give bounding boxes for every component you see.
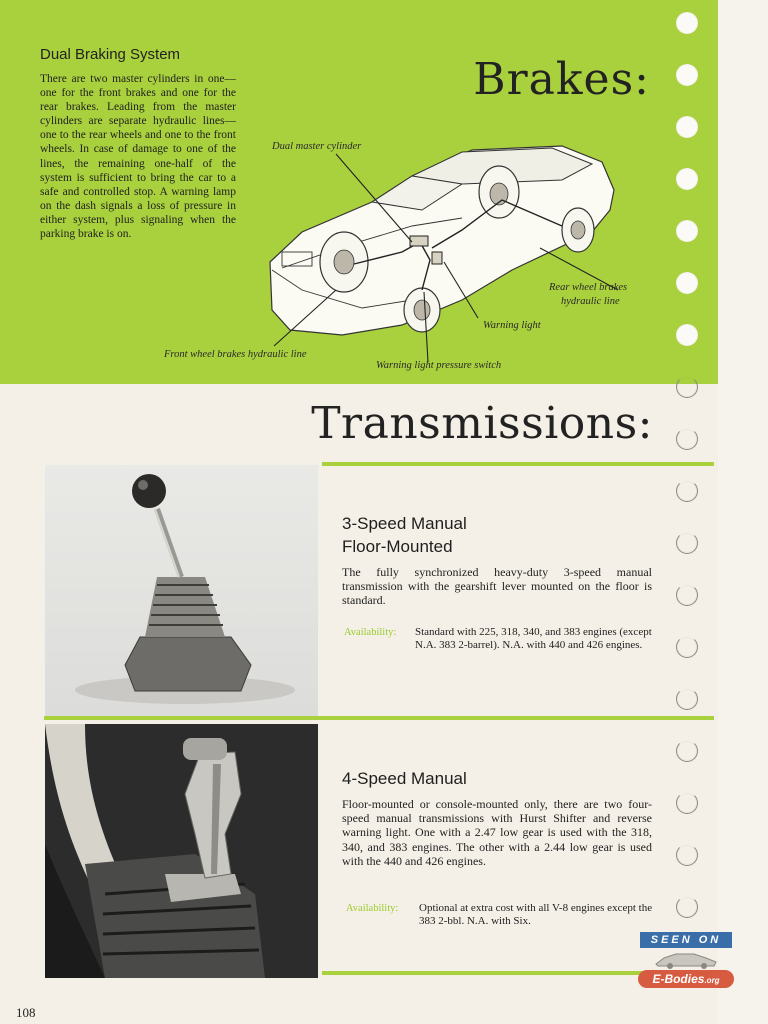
- brakes-title: Brakes:: [473, 54, 650, 105]
- callout-pressure-switch: Warning light pressure switch: [376, 360, 502, 371]
- binder-hole: [676, 792, 698, 814]
- callout-dual-master-cylinder: Dual master cylinder: [272, 141, 362, 152]
- dual-braking-text: There are two master cylinders in one—one for the front brakes and one for the rear brakes. Leading from the master cylinders are separate hydraulic lines—one to the rear wheels and one to the front wheels. In case of damage to one of the lines, the remaining one-half of the system is sufficient to bring the car to a safe and controlled stop. A warning lamp on the dash signals a loss of pressure in either system, plus signaling when the parking brake is on.: [40, 73, 236, 241]
- watermark-suffix: .org: [704, 976, 720, 985]
- car-silhouette-icon: [654, 948, 718, 970]
- section-rule: [322, 462, 714, 466]
- four-speed-shifter-photo: [45, 724, 318, 978]
- three-speed-heading-line1: 3-Speed Manual: [342, 514, 467, 533]
- callout-warning-light: Warning light: [483, 320, 541, 331]
- page-number: 108: [16, 1005, 36, 1020]
- binder-hole: [676, 428, 698, 450]
- three-speed-description: The fully synchronized heavy-duty 3-speed manual transmission with the gearshift lever mounted on the floor is standard.: [342, 565, 652, 608]
- binder-hole: [676, 896, 698, 918]
- binder-hole: [676, 688, 698, 710]
- watermark-line1: SEEN ON: [640, 932, 732, 948]
- watermark-line2: E-Bodies: [652, 972, 705, 986]
- three-speed-shifter-image: [45, 465, 318, 717]
- watermark-badge: [636, 930, 736, 992]
- four-speed-availability-label: Availability:: [346, 903, 399, 914]
- dual-braking-heading: Dual Braking System: [40, 46, 181, 63]
- callout-leaders: [0, 0, 718, 384]
- binder-hole: [676, 844, 698, 866]
- binder-hole: [676, 480, 698, 502]
- transmissions-title: Transmissions:: [311, 398, 653, 449]
- four-speed-availability-text: Optional at extra cost with all V-8 engines except the 383 2-bbl. N.A. with Six.: [419, 902, 653, 927]
- four-speed-heading: 4-Speed Manual: [342, 769, 467, 788]
- binder-hole: [676, 636, 698, 658]
- binder-hole: [676, 532, 698, 554]
- watermark-logo: [638, 970, 734, 988]
- four-speed-shifter-image: [45, 724, 318, 978]
- three-speed-availability-label: Availability:: [344, 627, 397, 638]
- callout-front-brakes: Front wheel brakes hydraulic line: [164, 349, 307, 360]
- binder-hole: [676, 584, 698, 606]
- section-rule: [44, 716, 714, 720]
- binder-hole: [676, 740, 698, 762]
- three-speed-availability-text: Standard with 225, 318, 340, and 383 engines (except N.A. 383 2-barrel). N.A. with 440 and 426 engines.: [415, 626, 652, 651]
- callout-rear-brakes-line1: Rear wheel brakes: [549, 282, 628, 293]
- three-speed-shifter-photo: [45, 465, 318, 717]
- callout-rear-brakes-line2: hydraulic line: [561, 296, 620, 307]
- four-speed-description: Floor-mounted or console-mounted only, there are two four-speed manual transmissions with Hurst Shifter and reverse warning light. One with a 2.47 low gear is used with the 318, 340, and 383 engines. The other with a 2.44 low gear is used with the 440 and 426 engines.: [342, 797, 652, 868]
- binding-strip: [718, 0, 768, 1024]
- three-speed-heading-line2: Floor-Mounted: [342, 537, 453, 556]
